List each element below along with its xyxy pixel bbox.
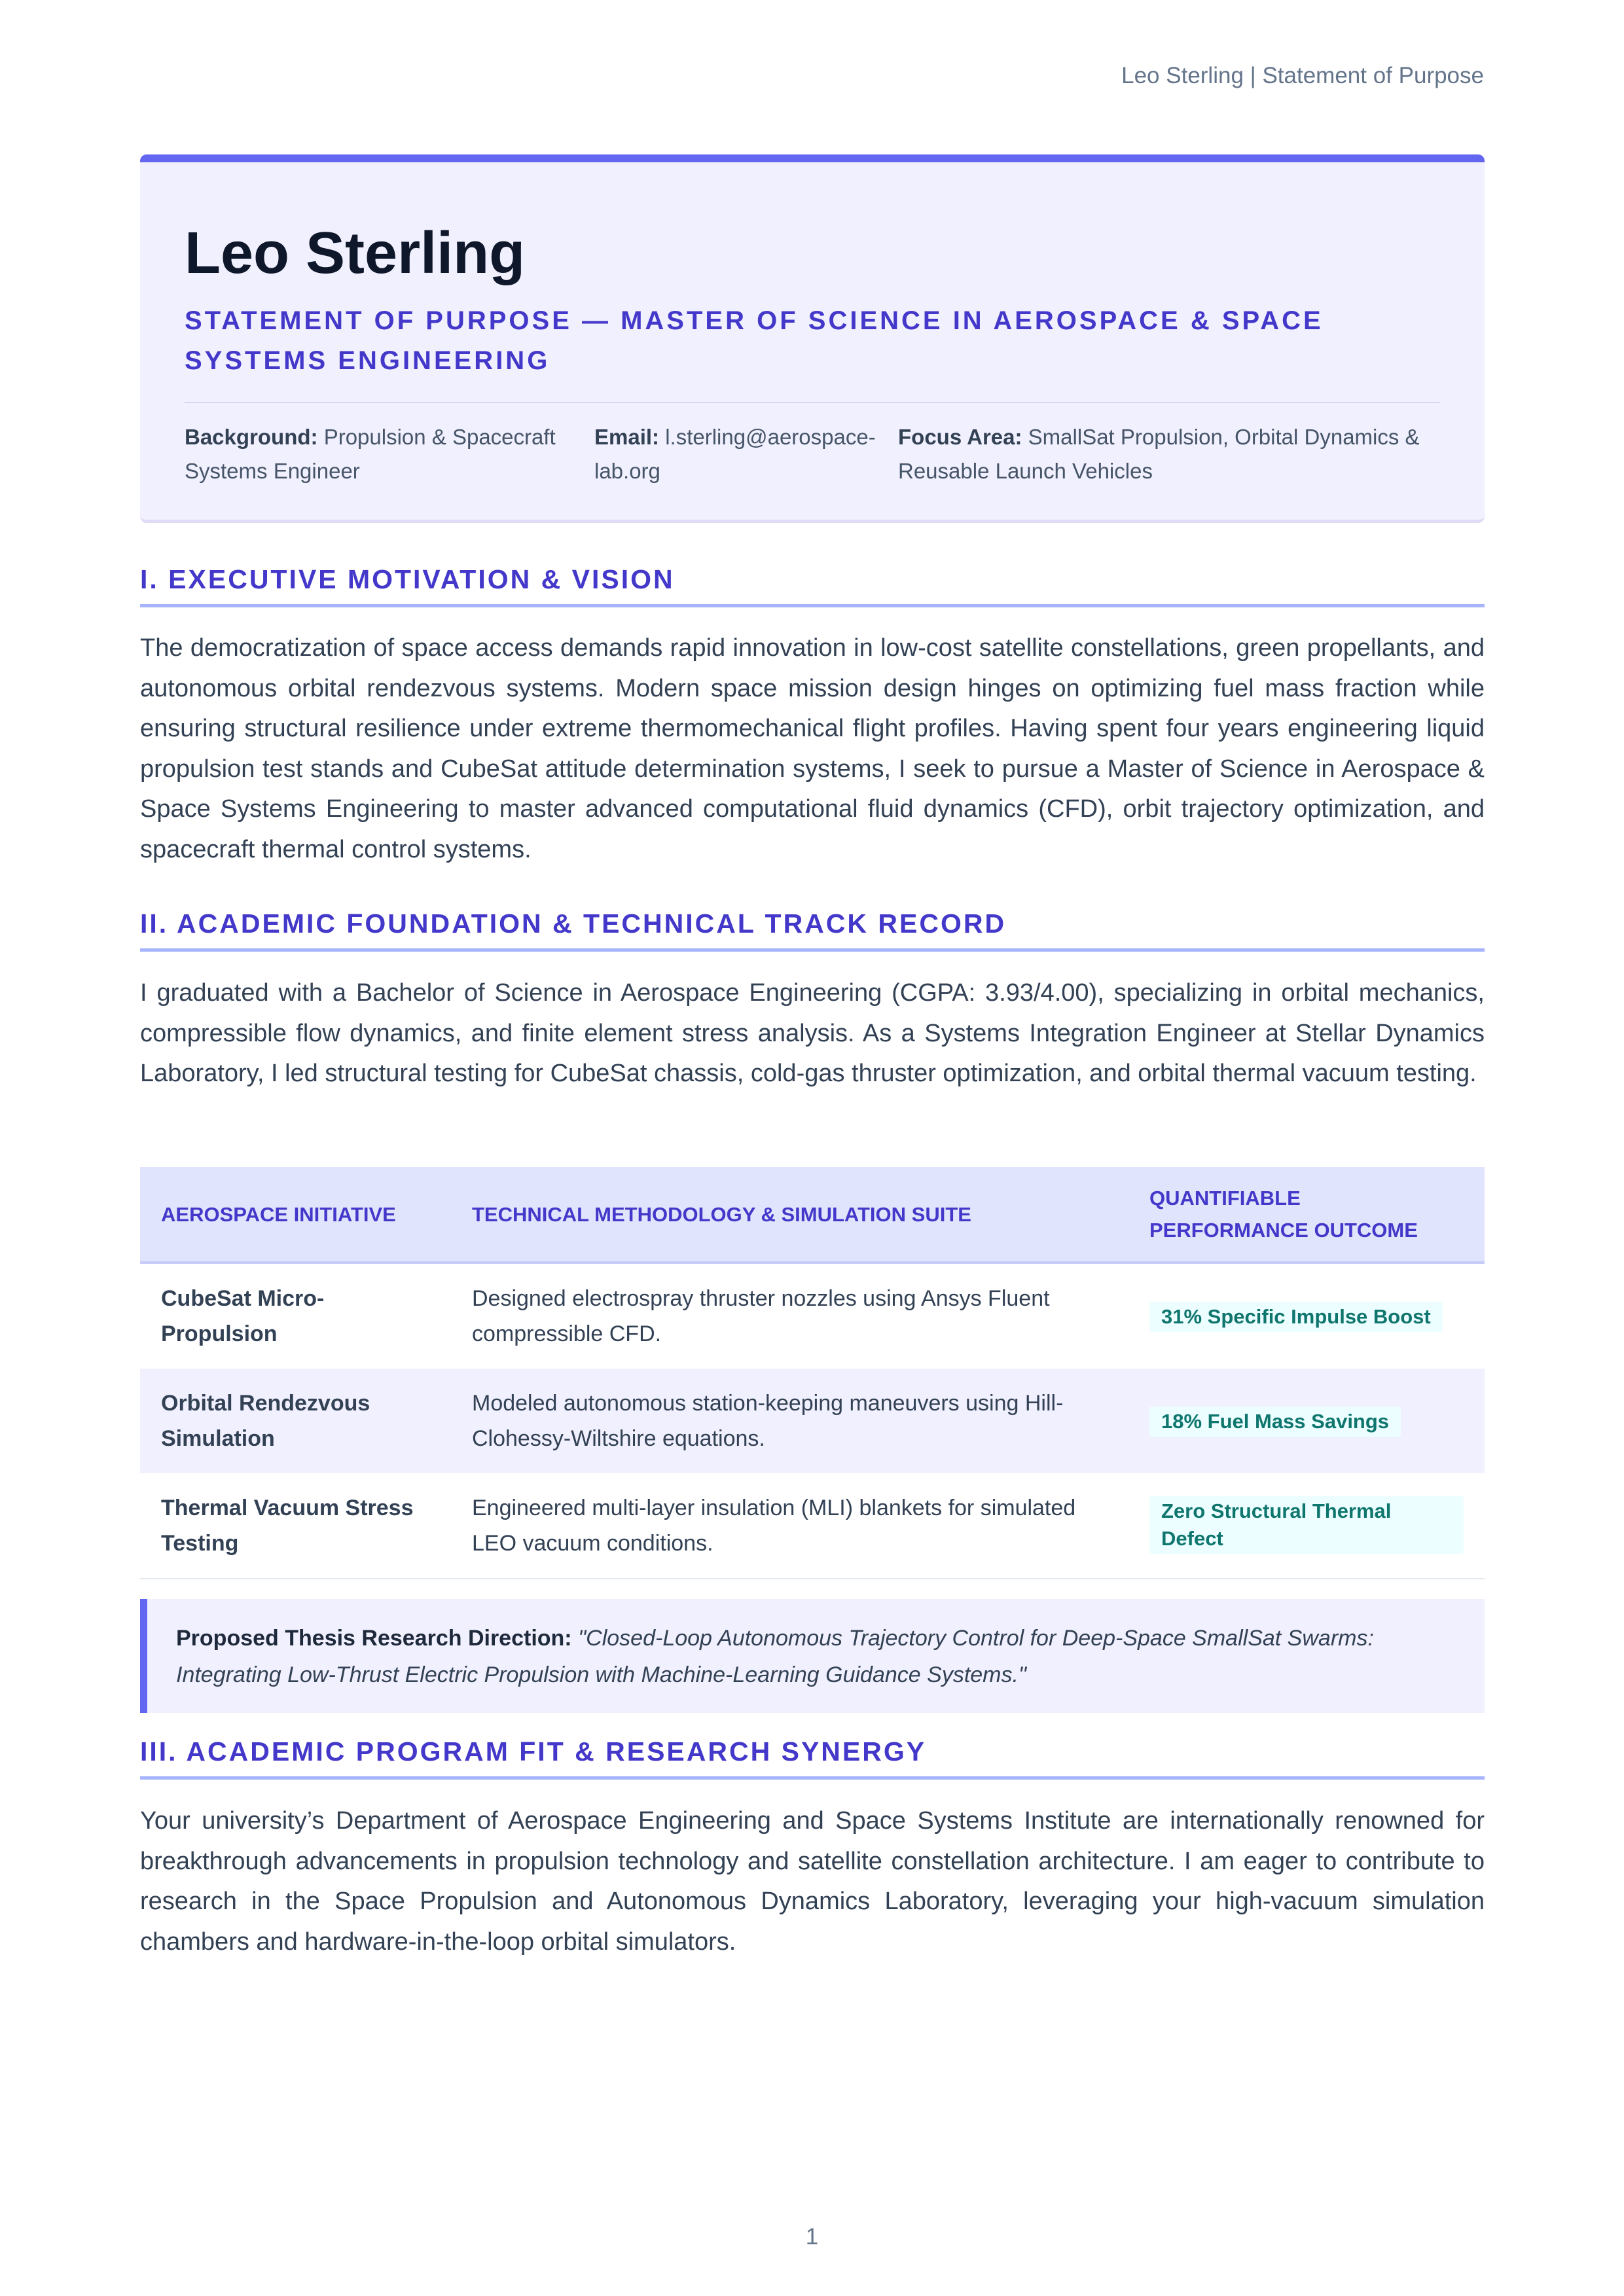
header-divider [185, 402, 1440, 403]
meta-label: Email: [594, 425, 660, 449]
meta-label: Focus Area: [898, 425, 1022, 449]
outcome-badge: 31% Specific Impulse Boost [1149, 1302, 1443, 1332]
running-head: Leo Sterling | Statement of Purpose [1121, 63, 1484, 88]
outcome-badge: Zero Structural Thermal Defect [1149, 1496, 1464, 1554]
methodology-cell: Modeled autonomous station-keeping maneuvers using Hill-Clohessy-Wiltshire equations. [451, 1369, 1128, 1473]
meta-email [594, 420, 882, 488]
column-header: TECHNICAL METHODOLOGY & SIMULATION SUITE [451, 1167, 1128, 1263]
section-title: II. ACADEMIC FOUNDATION & TECHNICAL TRACK RECORD [140, 908, 1485, 952]
outcome-cell [1128, 1369, 1485, 1473]
outcome-badge: 18% Fuel Mass Savings [1149, 1407, 1401, 1437]
meta-label: Background: [185, 425, 318, 449]
table-header-row [140, 1167, 1485, 1263]
page-number: 1 [805, 2224, 819, 2250]
applicant-name: Leo Sterling [185, 221, 526, 286]
column-header: AEROSPACE INITIATIVE [140, 1167, 451, 1263]
table-row [140, 1369, 1485, 1473]
outcome-cell [1128, 1263, 1485, 1369]
meta-focus-area [898, 420, 1441, 488]
initiative-cell: CubeSat Micro-Propulsion [161, 1286, 325, 1346]
methodology-cell: Engineered multi-layer insulation (MLI) blankets for simulated LEO vacuum conditions. [451, 1473, 1128, 1579]
email-link[interactable]: l.sterling@aerospace-lab.org [594, 425, 876, 483]
section-body: The democratization of space access demands rapid innovation in low-cost satellite constellations, green propellants, and autonomous orbital rendezvous systems. Modern space mission design hinges on optimizing fuel mass fraction while ensuring structural resilience under extreme thermomechanical flight profiles. Having spent four years engineering liquid propulsion test stands and CubeSat attitude determination systems, I seek to pursue a Master of Science in Aerospace & Space Systems Engineering to master advanced computational fluid dynamics (CFD), orbit trajectory optimization, and spacecraft thermal control systems. [140, 634, 1485, 863]
section-body: Your university’s Department of Aerospace Engineering and Space Systems Institute are internationally renowned for breakthrough advancements in propulsion technology and satellite constellation architecture. I am eager to contribute to research in the Space Propulsion and Autonomous Dynamics Laboratory, leveraging your high-vacuum simulation chambers and hardware-in-the-loop orbital simulators. [140, 1807, 1485, 1956]
column-header: QUANTIFIABLE PERFORMANCE OUTCOME [1128, 1167, 1485, 1263]
initiative-cell: Orbital Rendezvous Simulation [140, 1369, 451, 1473]
header-card [140, 154, 1485, 523]
section-title: III. ACADEMIC PROGRAM FIT & RESEARCH SYNERGY [140, 1736, 1485, 1780]
track-record-table [140, 1167, 1485, 1579]
meta-background [185, 420, 577, 488]
initiative-cell: Thermal Vacuum Stress Testing [140, 1473, 451, 1579]
table-row [140, 1473, 1485, 1579]
callout-label: Proposed Thesis Research Direction: [176, 1626, 572, 1651]
meta-value: SmallSat Propulsion, Orbital Dynamics & Reusable Launch Vehicles [898, 425, 1420, 483]
section-title: I. EXECUTIVE MOTIVATION & VISION [140, 564, 1485, 607]
document-subtitle: STATEMENT OF PURPOSE — MASTER OF SCIENCE IN AEROSPACE & SPACE SYSTEMS ENGINEERING [185, 306, 1324, 375]
section-body: I graduated with a Bachelor of Science in Aerospace Engineering (CGPA: 3.93/4.00), specializing in orbital mechanics, compressible flow dynamics, and finite element stress analysis. As a Systems Integration Engineer at Stellar Dynamics Laboratory, I led structural testing for CubeSat chassis, cold-gas thruster optimization, and orbital thermal vacuum testing. [140, 979, 1485, 1087]
callout-text: "Closed-Loop Autonomous Trajectory Control for Deep-Space SmallSat Swarms: Integrating Low-Thrust Electric Propulsion with Machine-Learning Guidance Systems." [176, 1626, 1374, 1687]
methodology-cell: Designed electrospray thruster nozzles using Ansys Fluent compressible CFD. [472, 1286, 1050, 1346]
meta-value: Propulsion & Spacecraft Systems Engineer [185, 425, 556, 483]
outcome-cell [1128, 1473, 1485, 1579]
thesis-direction-callout [140, 1599, 1485, 1713]
table-row [140, 1263, 1485, 1369]
